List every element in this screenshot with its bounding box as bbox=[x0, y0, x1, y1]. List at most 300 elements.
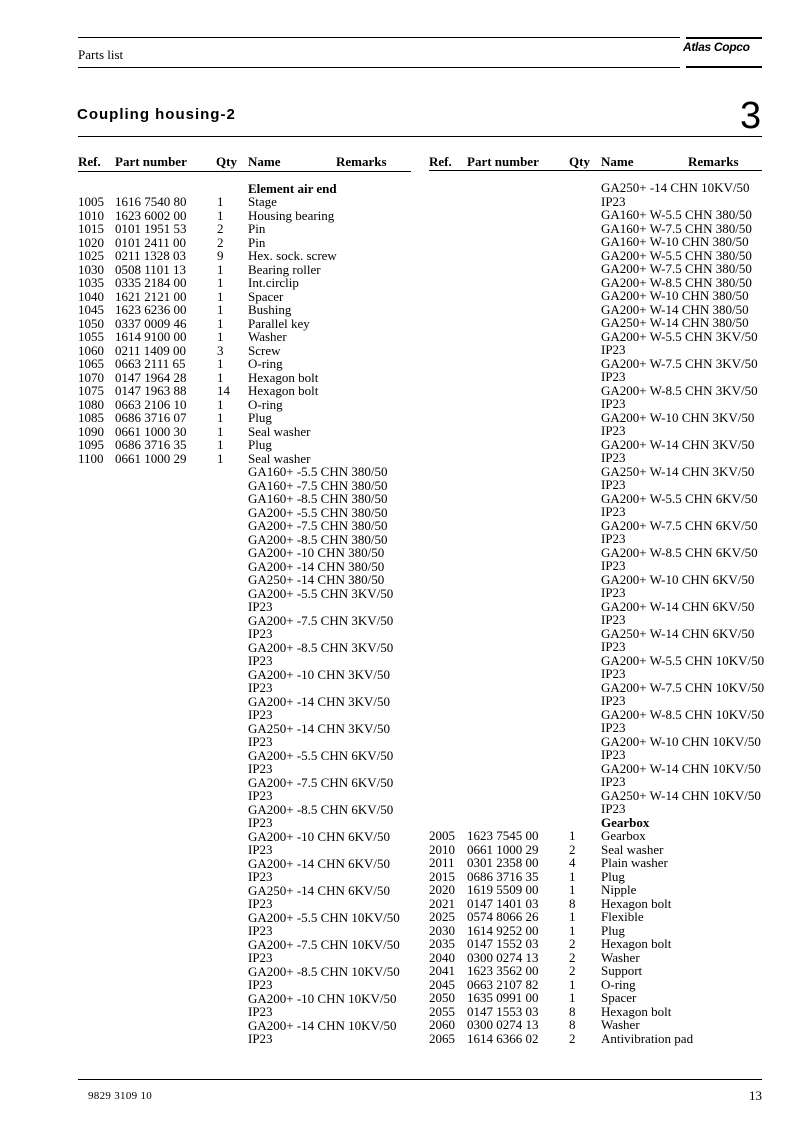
part-qty: 2 bbox=[217, 221, 224, 236]
part-name: GA200+ -5.5 CHN 380/50 bbox=[248, 504, 388, 520]
part-name: GA200+ -14 CHN 6KV/50 bbox=[248, 855, 391, 871]
part-number: 0661 1000 30 bbox=[115, 423, 187, 439]
part-name: IP23 bbox=[601, 666, 626, 681]
col-header-remarks-left: Remarks bbox=[336, 154, 387, 169]
part-name: Spacer bbox=[601, 990, 637, 1005]
parts-row bbox=[78, 762, 413, 776]
parts-row bbox=[78, 357, 413, 371]
parts-row bbox=[429, 978, 764, 992]
part-name: GA200+ -8.5 CHN 10KV/50 bbox=[248, 963, 400, 979]
part-number: 0661 1000 29 bbox=[115, 450, 187, 466]
parts-row bbox=[429, 532, 764, 546]
parts-row bbox=[429, 627, 764, 641]
parts-row bbox=[429, 262, 764, 276]
part-name: Plug bbox=[248, 437, 272, 452]
parts-row bbox=[429, 789, 764, 803]
part-number: 0337 0009 46 bbox=[115, 315, 187, 331]
part-name: Stage bbox=[248, 194, 277, 209]
parts-row bbox=[78, 951, 413, 965]
parts-row bbox=[429, 411, 764, 425]
part-ref: 1070 bbox=[78, 369, 104, 385]
part-name: IP23 bbox=[601, 193, 626, 209]
parts-row bbox=[429, 235, 764, 249]
parts-row bbox=[78, 479, 413, 493]
part-name: IP23 bbox=[248, 761, 273, 776]
part-name: GA250+ -14 CHN 3KV/50 bbox=[248, 720, 391, 736]
part-name: GA250+ -14 CHN 380/50 bbox=[248, 572, 385, 587]
parts-row bbox=[78, 992, 413, 1006]
part-name: GA200+ -8.5 CHN 380/50 bbox=[248, 531, 388, 547]
part-name: Antivibration pad bbox=[601, 1030, 694, 1046]
parts-row bbox=[429, 303, 764, 317]
part-ref: 2055 bbox=[429, 1003, 455, 1019]
part-number: 1616 7540 80 bbox=[115, 194, 187, 209]
parts-row bbox=[429, 276, 764, 290]
parts-row bbox=[78, 438, 413, 452]
part-qty: 14 bbox=[217, 383, 230, 398]
part-name: GA160+ W-5.5 CHN 380/50 bbox=[601, 207, 752, 222]
part-number: 1635 0991 00 bbox=[467, 990, 539, 1005]
part-name: GA200+ -7.5 CHN 10KV/50 bbox=[248, 936, 400, 952]
part-ref: 2041 bbox=[429, 963, 455, 978]
part-name: IP23 bbox=[601, 774, 626, 789]
parts-list-left bbox=[78, 168, 413, 1046]
part-name: IP23 bbox=[248, 599, 273, 614]
part-name: IP23 bbox=[248, 869, 273, 884]
part-number: 0686 3716 07 bbox=[115, 410, 187, 425]
part-number: 0300 0274 13 bbox=[467, 949, 539, 965]
parts-row bbox=[78, 911, 413, 925]
col-header-ref-left: Ref. bbox=[78, 154, 101, 169]
part-qty: 1 bbox=[569, 868, 576, 884]
col-header-qty-left: Qty bbox=[216, 154, 237, 169]
part-ref: 2065 bbox=[429, 1030, 455, 1046]
parts-row bbox=[78, 695, 413, 709]
parts-row bbox=[429, 438, 764, 452]
parts-row bbox=[429, 316, 764, 330]
parts-row bbox=[429, 708, 764, 722]
header-rule-top bbox=[78, 37, 680, 38]
parts-row bbox=[78, 384, 413, 398]
parts-row bbox=[78, 897, 413, 911]
part-name: GA200+ -10 CHN 6KV/50 bbox=[248, 828, 391, 844]
chapter-number: 3 bbox=[740, 95, 762, 137]
part-name: IP23 bbox=[601, 342, 626, 357]
parts-row bbox=[78, 452, 413, 466]
part-name: GA250+ W-14 CHN 3KV/50 bbox=[601, 463, 755, 479]
part-ref: 2020 bbox=[429, 882, 455, 897]
parts-row bbox=[78, 209, 413, 223]
part-ref: 1040 bbox=[78, 288, 104, 304]
part-number: 0663 2107 82 bbox=[467, 976, 539, 992]
parts-row bbox=[429, 613, 764, 627]
parts-row bbox=[78, 519, 413, 533]
part-name: GA200+ -8.5 CHN 3KV/50 bbox=[248, 639, 394, 655]
parts-row bbox=[429, 343, 764, 357]
part-qty: 1 bbox=[569, 990, 576, 1005]
parts-row bbox=[78, 587, 413, 601]
col-header-ref-right: Ref. bbox=[429, 154, 452, 169]
part-name: O-ring bbox=[248, 396, 283, 412]
parts-row bbox=[78, 830, 413, 844]
part-name: IP23 bbox=[601, 720, 626, 735]
part-number: 0211 1409 00 bbox=[115, 342, 187, 358]
part-ref: 1095 bbox=[78, 437, 104, 452]
part-name: O-ring bbox=[601, 976, 636, 992]
part-number: 1623 6236 00 bbox=[115, 302, 187, 317]
parts-row bbox=[78, 600, 413, 614]
part-name: Plug bbox=[248, 410, 272, 425]
parts-row bbox=[78, 654, 413, 668]
part-name: Hexagon bolt bbox=[248, 383, 319, 398]
parts-row bbox=[429, 883, 764, 897]
parts-row bbox=[78, 735, 413, 749]
part-name: IP23 bbox=[248, 842, 273, 857]
part-name: IP23 bbox=[601, 423, 626, 438]
part-qty: 1 bbox=[569, 909, 576, 924]
part-qty: 1 bbox=[217, 356, 224, 371]
logo-bar-bottom bbox=[686, 66, 762, 68]
part-name: IP23 bbox=[248, 626, 273, 641]
part-name: GA200+ W-14 CHN 380/50 bbox=[601, 301, 749, 317]
part-name: GA250+ W-14 CHN 380/50 bbox=[601, 315, 749, 330]
parts-row bbox=[429, 451, 764, 465]
part-ref: 1100 bbox=[78, 450, 104, 466]
parts-row bbox=[78, 506, 413, 520]
parts-row bbox=[429, 181, 764, 195]
part-name: Hexagon bolt bbox=[601, 936, 672, 951]
parts-row bbox=[429, 505, 764, 519]
parts-row bbox=[78, 843, 413, 857]
part-number: 0211 1328 03 bbox=[115, 248, 187, 263]
part-name: GA200+ W-7.5 CHN 10KV/50 bbox=[601, 679, 765, 695]
part-qty: 2 bbox=[569, 963, 576, 978]
parts-row bbox=[429, 424, 764, 438]
part-name: GA200+ W-5.5 CHN 6KV/50 bbox=[601, 490, 758, 506]
parts-row bbox=[78, 276, 413, 290]
parts-row bbox=[78, 371, 413, 385]
parts-row bbox=[78, 182, 413, 196]
parts-row bbox=[429, 924, 764, 938]
parts-row bbox=[78, 708, 413, 722]
parts-row bbox=[78, 857, 413, 871]
parts-row bbox=[429, 843, 764, 857]
parts-row bbox=[78, 978, 413, 992]
part-name: GA160+ -7.5 CHN 380/50 bbox=[248, 477, 388, 493]
part-number: 0661 1000 29 bbox=[467, 841, 539, 857]
part-name: IP23 bbox=[248, 977, 273, 992]
parts-row bbox=[78, 776, 413, 790]
part-name: IP23 bbox=[248, 734, 273, 749]
part-name: Bushing bbox=[248, 302, 292, 317]
part-name: GA200+ W-14 CHN 10KV/50 bbox=[601, 760, 761, 776]
parts-row bbox=[78, 573, 413, 587]
footer-doc-code: 9829 3109 10 bbox=[88, 1090, 153, 1102]
part-name: GA200+ W-5.5 CHN 10KV/50 bbox=[601, 652, 765, 668]
parts-row bbox=[78, 222, 413, 236]
part-name: GA200+ -10 CHN 3KV/50 bbox=[248, 666, 391, 682]
part-name: GA200+ W-7.5 CHN 3KV/50 bbox=[601, 355, 758, 371]
part-ref: 1055 bbox=[78, 329, 104, 344]
parts-row bbox=[78, 263, 413, 277]
parts-row bbox=[78, 681, 413, 695]
parts-row bbox=[78, 803, 413, 817]
parts-row bbox=[429, 208, 764, 222]
part-name: Gearbox bbox=[601, 828, 646, 843]
part-name: O-ring bbox=[248, 356, 283, 371]
part-number: 0301 2358 00 bbox=[467, 855, 539, 870]
part-name: Element air end bbox=[248, 180, 337, 196]
parts-row bbox=[78, 614, 413, 628]
part-qty: 1 bbox=[569, 882, 576, 897]
footer-rule bbox=[78, 1079, 762, 1080]
part-name: IP23 bbox=[248, 788, 273, 803]
atlas-copco-logo: Atlas Copco bbox=[683, 40, 750, 54]
part-name: GA200+ W-14 CHN 6KV/50 bbox=[601, 598, 755, 614]
parts-row bbox=[78, 546, 413, 560]
part-ref: 2021 bbox=[429, 895, 455, 911]
parts-row bbox=[78, 303, 413, 317]
col-header-part-left: Part number bbox=[115, 154, 187, 169]
page-title: Coupling housing-2 bbox=[77, 106, 236, 123]
part-name: GA200+ W-10 CHN 10KV/50 bbox=[601, 733, 761, 749]
part-ref: 1030 bbox=[78, 261, 104, 277]
part-name: GA200+ W-10 CHN 3KV/50 bbox=[601, 409, 755, 425]
part-name: GA250+ W-14 CHN 10KV/50 bbox=[601, 787, 761, 803]
part-ref: 2045 bbox=[429, 976, 455, 992]
parts-row bbox=[429, 681, 764, 695]
part-number: 1614 6366 02 bbox=[467, 1030, 539, 1046]
parts-row bbox=[78, 344, 413, 358]
part-name: Pin bbox=[248, 234, 266, 250]
part-number: 1621 2121 00 bbox=[115, 288, 187, 304]
part-ref: 1050 bbox=[78, 315, 104, 331]
parts-row bbox=[429, 654, 764, 668]
part-ref: 1010 bbox=[78, 207, 104, 223]
part-ref: 1025 bbox=[78, 248, 104, 263]
part-number: 1623 6002 00 bbox=[115, 207, 187, 223]
part-number: 0101 2411 00 bbox=[115, 234, 187, 250]
col-header-name-left: Name bbox=[248, 154, 281, 169]
part-name: IP23 bbox=[248, 707, 273, 722]
part-ref: 2005 bbox=[429, 828, 455, 843]
part-name: GA200+ -14 CHN 10KV/50 bbox=[248, 1017, 397, 1033]
part-qty: 2 bbox=[569, 841, 576, 857]
parts-row bbox=[78, 560, 413, 574]
part-name: Seal washer bbox=[248, 423, 311, 439]
part-name: Parallel key bbox=[248, 315, 310, 331]
parts-row bbox=[429, 856, 764, 870]
part-number: 0147 1964 28 bbox=[115, 369, 187, 385]
part-name: GA250+ -14 CHN 10KV/50 bbox=[601, 180, 750, 195]
parts-row bbox=[429, 964, 764, 978]
part-qty: 1 bbox=[217, 410, 224, 425]
part-ref: 1020 bbox=[78, 234, 104, 250]
part-name: GA200+ W-10 CHN 380/50 bbox=[601, 288, 749, 303]
parts-row bbox=[78, 195, 413, 209]
parts-row bbox=[78, 965, 413, 979]
parts-row bbox=[429, 897, 764, 911]
part-name: IP23 bbox=[601, 801, 626, 816]
part-name: Washer bbox=[601, 949, 640, 965]
part-name: Screw bbox=[248, 342, 281, 358]
part-name: GA200+ W-14 CHN 3KV/50 bbox=[601, 436, 755, 452]
parts-row bbox=[429, 1005, 764, 1019]
part-name: Flexible bbox=[601, 909, 644, 924]
parts-row bbox=[429, 802, 764, 816]
footer-page-number: 13 bbox=[749, 1088, 762, 1103]
parts-row bbox=[429, 694, 764, 708]
part-name: IP23 bbox=[248, 1004, 273, 1019]
parts-row bbox=[429, 775, 764, 789]
part-name: GA200+ -7.5 CHN 6KV/50 bbox=[248, 774, 394, 790]
parts-row bbox=[78, 317, 413, 331]
part-qty: 1 bbox=[217, 450, 224, 466]
part-name: IP23 bbox=[248, 923, 273, 938]
part-ref: 2025 bbox=[429, 909, 455, 924]
part-name: IP23 bbox=[601, 531, 626, 546]
parts-row bbox=[429, 559, 764, 573]
parts-row bbox=[78, 884, 413, 898]
part-name: GA160+ W-7.5 CHN 380/50 bbox=[601, 220, 752, 236]
part-name: Washer bbox=[601, 1017, 640, 1032]
part-name: Spacer bbox=[248, 288, 284, 304]
part-number: 1619 5509 00 bbox=[467, 882, 539, 897]
part-name: GA200+ W-5.5 CHN 3KV/50 bbox=[601, 328, 758, 344]
part-qty: 1 bbox=[569, 828, 576, 843]
part-name: GA250+ -14 CHN 6KV/50 bbox=[248, 882, 391, 898]
part-ref: 1045 bbox=[78, 302, 104, 317]
part-qty: 1 bbox=[217, 194, 224, 209]
part-name: GA200+ W-10 CHN 6KV/50 bbox=[601, 571, 755, 587]
part-name: GA200+ -5.5 CHN 3KV/50 bbox=[248, 585, 394, 601]
part-number: 1623 7545 00 bbox=[467, 828, 539, 843]
part-qty: 8 bbox=[569, 1017, 576, 1032]
parts-row bbox=[78, 641, 413, 655]
part-name: Pin bbox=[248, 221, 266, 236]
part-name: IP23 bbox=[601, 504, 626, 519]
part-name: IP23 bbox=[248, 896, 273, 911]
parts-row bbox=[78, 411, 413, 425]
part-number: 0147 1552 03 bbox=[467, 936, 539, 951]
part-name: IP23 bbox=[248, 680, 273, 695]
part-ref: 2040 bbox=[429, 949, 455, 965]
part-name: IP23 bbox=[601, 558, 626, 573]
part-number: 0147 1963 88 bbox=[115, 383, 187, 398]
part-name: Hexagon bolt bbox=[601, 895, 672, 911]
part-ref: 2011 bbox=[429, 855, 455, 870]
parts-row bbox=[78, 398, 413, 412]
part-qty: 1 bbox=[217, 288, 224, 304]
part-name: GA200+ W-8.5 CHN 10KV/50 bbox=[601, 706, 765, 722]
part-name: Int.circlip bbox=[248, 275, 299, 290]
part-number: 1614 9100 00 bbox=[115, 329, 187, 344]
part-name: GA200+ -14 CHN 3KV/50 bbox=[248, 693, 391, 709]
part-name: IP23 bbox=[601, 639, 626, 654]
part-number: 1614 9252 00 bbox=[467, 922, 539, 938]
parts-row bbox=[429, 478, 764, 492]
part-name: IP23 bbox=[601, 747, 626, 762]
part-qty: 9 bbox=[217, 248, 224, 263]
part-qty: 8 bbox=[569, 895, 576, 911]
header-rule-bottom bbox=[78, 67, 680, 68]
parts-row bbox=[78, 668, 413, 682]
parts-row bbox=[429, 1018, 764, 1032]
part-qty: 1 bbox=[217, 423, 224, 439]
part-number: 0300 0274 13 bbox=[467, 1017, 539, 1032]
part-number: 0147 1553 03 bbox=[467, 1003, 539, 1019]
title-rule bbox=[78, 136, 762, 137]
part-ref: 1035 bbox=[78, 275, 104, 290]
parts-row bbox=[429, 735, 764, 749]
part-qty: 1 bbox=[217, 261, 224, 277]
part-name: GA160+ -5.5 CHN 380/50 bbox=[248, 464, 388, 479]
parts-row bbox=[429, 519, 764, 533]
part-name: GA200+ -5.5 CHN 6KV/50 bbox=[248, 747, 394, 763]
part-name: IP23 bbox=[248, 950, 273, 965]
part-name: IP23 bbox=[601, 477, 626, 492]
parts-row bbox=[429, 195, 764, 209]
parts-row bbox=[78, 425, 413, 439]
part-qty: 4 bbox=[569, 855, 576, 870]
col-header-name-right: Name bbox=[601, 154, 634, 169]
part-name: GA160+ -8.5 CHN 380/50 bbox=[248, 491, 388, 506]
document-section-label: Parts list bbox=[78, 47, 124, 62]
part-name: GA200+ W-7.5 CHN 380/50 bbox=[601, 261, 752, 276]
parts-row bbox=[429, 762, 764, 776]
part-name: Plain washer bbox=[601, 855, 668, 870]
part-ref: 2060 bbox=[429, 1017, 455, 1032]
part-name: GA250+ W-14 CHN 6KV/50 bbox=[601, 625, 755, 641]
part-qty: 1 bbox=[569, 922, 576, 938]
part-number: 0686 3716 35 bbox=[467, 868, 539, 884]
parts-row bbox=[429, 397, 764, 411]
parts-row bbox=[78, 330, 413, 344]
part-number: 0101 1951 53 bbox=[115, 221, 187, 236]
part-ref: 1005 bbox=[78, 194, 104, 209]
part-qty: 8 bbox=[569, 1003, 576, 1019]
parts-row bbox=[78, 465, 413, 479]
logo-bar-top bbox=[686, 37, 762, 39]
part-name: GA200+ W-7.5 CHN 6KV/50 bbox=[601, 517, 758, 533]
parts-row bbox=[429, 937, 764, 951]
part-number: 0335 2184 00 bbox=[115, 275, 187, 290]
part-qty: 1 bbox=[217, 329, 224, 344]
parts-row bbox=[429, 951, 764, 965]
part-name: IP23 bbox=[601, 693, 626, 708]
parts-row bbox=[429, 465, 764, 479]
parts-row bbox=[429, 1032, 764, 1046]
parts-row bbox=[429, 816, 764, 830]
part-name: Hexagon bolt bbox=[601, 1003, 672, 1019]
parts-row bbox=[78, 789, 413, 803]
parts-row bbox=[78, 492, 413, 506]
part-number: 0663 2111 65 bbox=[115, 356, 186, 371]
part-ref: 1090 bbox=[78, 423, 104, 439]
part-number: 0147 1401 03 bbox=[467, 895, 539, 911]
part-name: GA200+ -7.5 CHN 380/50 bbox=[248, 518, 388, 533]
part-name: GA200+ -14 CHN 380/50 bbox=[248, 558, 385, 574]
parts-row bbox=[429, 289, 764, 303]
parts-row bbox=[429, 222, 764, 236]
part-qty: 1 bbox=[217, 396, 224, 412]
part-name: Seal washer bbox=[248, 450, 311, 466]
parts-list-right bbox=[429, 181, 764, 1045]
parts-row bbox=[429, 910, 764, 924]
parts-row bbox=[78, 1005, 413, 1019]
parts-row bbox=[429, 748, 764, 762]
parts-row bbox=[429, 586, 764, 600]
